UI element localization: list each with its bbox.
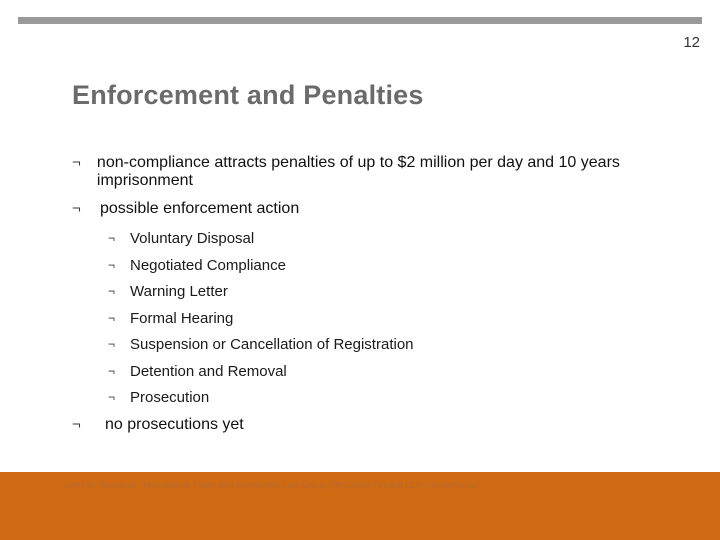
bullet-marker-icon: ¬ (108, 390, 116, 404)
sub-bullet-item (108, 230, 254, 247)
bullet-marker-icon: ¬ (108, 311, 116, 325)
bullet-marker-icon: ¬ (108, 284, 116, 298)
bullet-marker-icon: ¬ (108, 337, 116, 351)
sub-bullet-text: Suspension or Cancellation of Registration (130, 336, 414, 353)
top-rule-bar (18, 17, 702, 24)
sub-bullet-item (108, 389, 209, 406)
sub-bullet-text: Negotiated Compliance (130, 257, 286, 274)
bullet-text: no prosecutions yet (105, 416, 244, 433)
sub-bullet-item (108, 363, 287, 380)
bullet-marker-icon: ¬ (72, 200, 81, 217)
bullet-item-no-prosecutions (72, 416, 652, 434)
sub-bullet-item (108, 310, 233, 327)
page-number: 12 (683, 34, 700, 51)
sub-bullet-item (108, 336, 414, 353)
sub-bullet-text: Prosecution (130, 389, 210, 406)
bullet-marker-icon: ¬ (72, 416, 81, 433)
sub-bullet-item (108, 283, 228, 300)
bullet-marker-icon: ¬ (108, 364, 116, 378)
bullet-marker-icon: ¬ (72, 154, 81, 171)
bullet-marker-icon: ¬ (108, 231, 116, 245)
sub-bullet-text: Formal Hearing (130, 310, 234, 327)
bullet-text: possible enforcement action (100, 200, 300, 217)
bullet-marker-icon: ¬ (108, 258, 116, 272)
bullet-text: non-compliance attracts penalties of up to $2 million per day and 10 years imprisonment (96, 154, 620, 189)
sub-bullet-text: Warning Letter (130, 283, 228, 300)
sub-bullet-text: Voluntary Disposal (130, 230, 255, 247)
sub-bullet-item (108, 257, 286, 274)
sub-bullet-text: Detention and Removal (130, 363, 287, 380)
bullet-item-enforcement-action (72, 200, 652, 218)
slide-title: Enforcement and Penalties (72, 80, 424, 110)
bullet-item-penalties (72, 154, 652, 190)
footer-credit: John W. Boscariol, International Trade and Investment Law Group, McCarthy Tétrault LLP / mccarthy.ca (64, 480, 477, 490)
